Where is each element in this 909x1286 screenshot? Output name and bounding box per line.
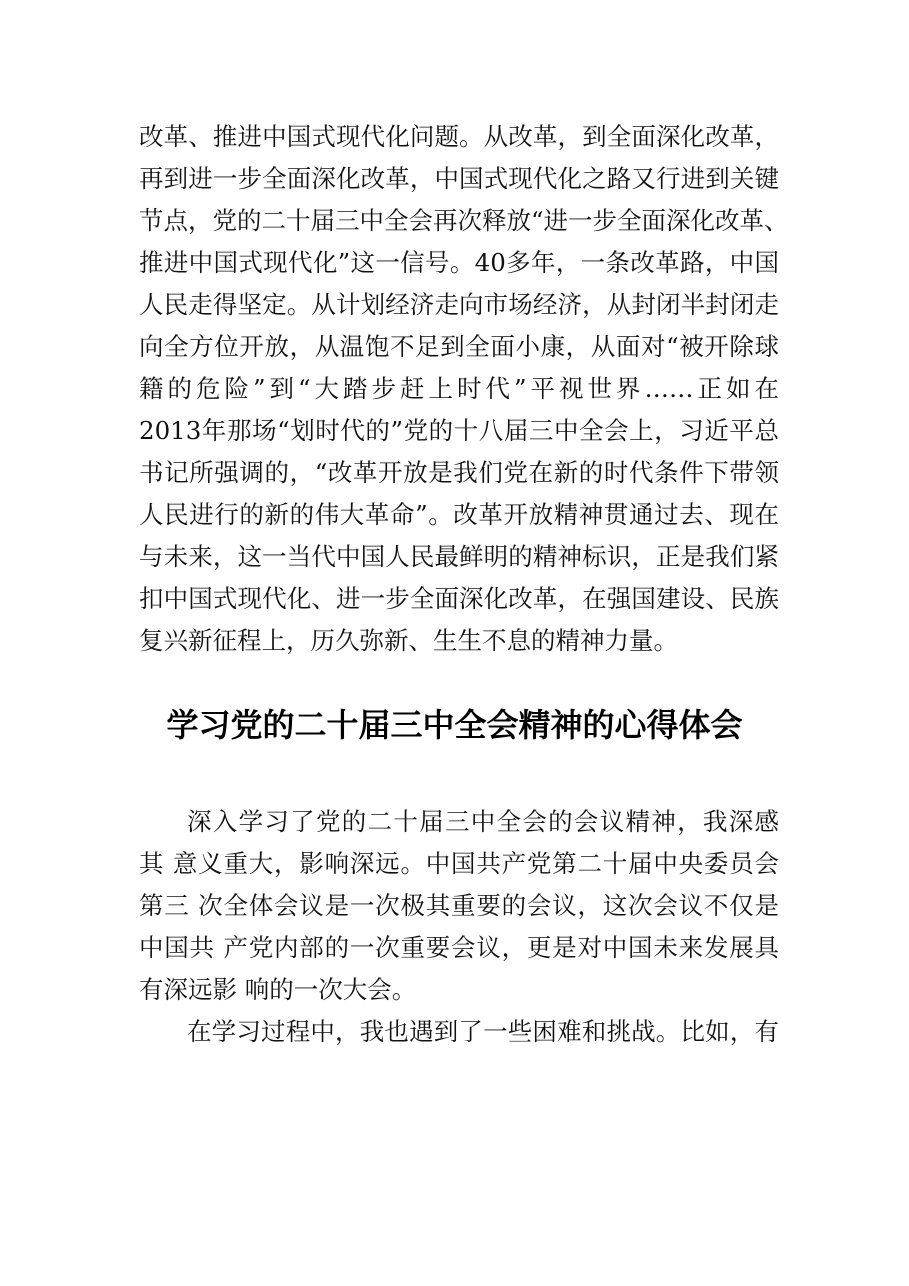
section-heading: 学习党的二十届三中全会精神的心得体会: [166, 706, 743, 744]
paragraph-1-line: 复兴新征程上，历久弥新、生生不息的精神力量。: [139, 626, 678, 655]
paragraph-1-line: 籍的危险”到“大踏步赶上时代”平视世界……正如在: [139, 374, 779, 403]
paragraph-1-line: 书记所强调的，“改革开放是我们党在新的时代条件下带领: [139, 458, 779, 487]
paragraph-2-line: 中国共 产党内部的一次重要会议，更是对中国未来发展具: [139, 933, 779, 962]
paragraph-2-line: 其 意义重大，影响深远。中国共产党第二十届中央委员会: [139, 849, 779, 878]
paragraph-1-line: 推进中国式现代化”这一信号。40多年，一条改革路，中国: [139, 248, 779, 277]
paragraph-1-line: 人民走得坚定。从计划经济走向市场经济，从封闭半封闭走: [139, 290, 779, 319]
paragraph-2-line: 有深远影 响的一次大会。: [139, 975, 417, 1004]
paragraph-1-line: 再到进一步全面深化改革，中国式现代化之路又行进到关键: [139, 164, 779, 193]
paragraph-2-line: 深入学习了党的二十届三中全会的会议精神，我深感: [187, 807, 779, 836]
paragraph-3-line: 在学习过程中，我也遇到了一些困难和挑战。比如，有: [187, 1017, 779, 1046]
paragraph-1-line: 扣中国式现代化、进一步全面深化改革，在强国建设、民族: [139, 584, 779, 613]
paragraph-1-line: 改革、推进中国式现代化问题。从改革，到全面深化改革，: [139, 122, 779, 151]
paragraph-1-line: 节点，党的二十届三中全会再次释放“进一步全面深化改革、: [139, 206, 789, 235]
paragraph-1-line: 与未来，这一当代中国人民最鲜明的精神标识，正是我们紧: [139, 542, 779, 571]
paragraph-1-line: 2013年那场“划时代的”党的十八届三中全会上，习近平总: [139, 416, 779, 445]
paragraph-1-line: 向全方位开放，从温饱不足到全面小康，从面对“被开除球: [139, 332, 779, 361]
paragraph-1-line: 人民进行的新的伟大革命”。改革开放精神贯通过去、现在: [139, 500, 779, 529]
paragraph-2-line: 第三 次全体会议是一次极其重要的会议，这次会议不仅是: [139, 891, 779, 920]
